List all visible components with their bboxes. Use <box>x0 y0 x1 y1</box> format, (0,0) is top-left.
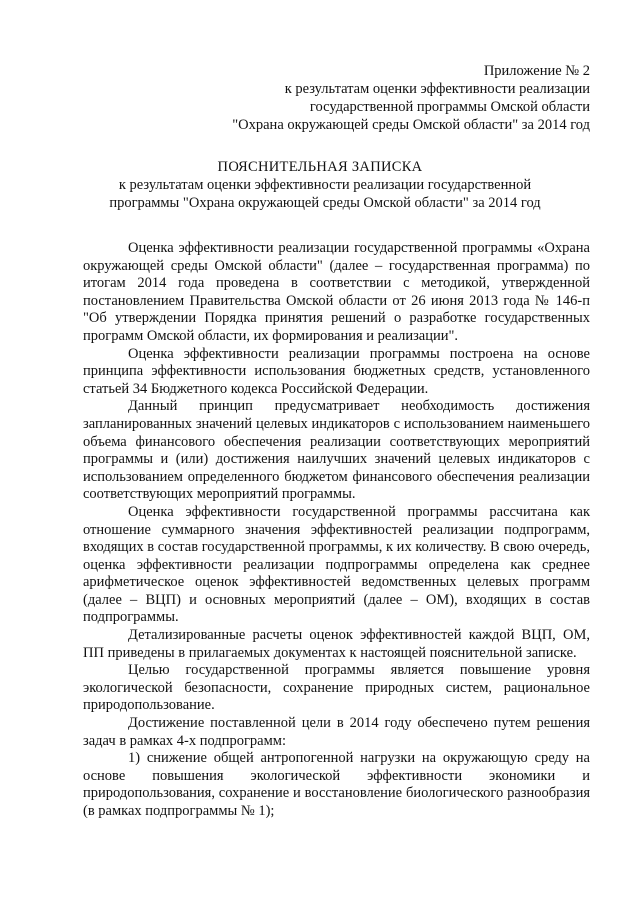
paragraph-7: Достижение поставленной цели в 2014 году обеспечено путем решения задач в рамках 4-х подпрограмм: <box>83 715 590 749</box>
appendix-header <box>232 62 590 134</box>
paragraph-2: Оценка эффективности реализации программы построена на основе принципа эффективности использования бюджетных средств, установленного статьей 34 Бюджетного кодекса Российской Федерации. <box>83 345 590 397</box>
appendix-ref-line-1: к результатам оценки эффективности реализации <box>284 81 590 97</box>
paragraph-6: Целью государственной программы является повышение уровня экологической безопасности, сохранение природных систем, рациональное природопользование. <box>83 662 590 714</box>
appendix-ref-line-3: "Охрана окружающей среды Омской области" за 2014 год <box>232 117 590 133</box>
paragraph-1: Оценка эффективности реализации государственной программы «Охрана окружающей среды Омской области" (далее – государственная программа) по итогам 2014 года проведена в соответствии с методикой, утвержденной постановлением Правительства Омской области от 26 июня 2013 года № 146-п "Об утверждении Порядка принятия решений о разработке государственных программ Омской области, их формирования и реализации". <box>83 240 590 344</box>
document-body <box>83 240 590 821</box>
appendix-ref-line-2: государственной программы Омской области <box>309 99 590 115</box>
document-title: ПОЯСНИТЕЛЬНАЯ ЗАПИСКА <box>217 159 423 175</box>
paragraph-3: Данный принцип предусматривает необходимость достижения запланированных значений целевых индикаторов с использованием наименьшего объема финансового обеспечения реализации соответствующих мероприятий программы и (или) достижения наилучших значений целевых индикаторов с использованием определенного бюджетом финансового обеспечения реализации соответствующих мероприятий программы. <box>83 398 590 503</box>
paragraph-5: Детализированные расчеты оценок эффективностей каждой ВЦП, ОМ, ПП приведены в прилагаемых документах к настоящей пояснительной записке. <box>83 627 590 661</box>
document-subtitle <box>60 176 590 212</box>
subtitle-line-1: к результатам оценки эффективности реализации государственной <box>118 177 532 193</box>
appendix-number: Приложение № 2 <box>483 63 590 79</box>
paragraph-4: Оценка эффективности государственной программы рассчитана как отношение суммарного значения эффективностей реализации подпрограмм, входящих в состав государственной программы, к их количеству. В свою очередь, оценка эффективности реализации подпрограммы определена как среднее арифметическое оценок эффективностей ведомственных целевых программ (далее – ВЦП) и основных мероприятий (далее – ОМ), входящих в состав подпрограммы. <box>83 503 590 626</box>
paragraph-8: 1) снижение общей антропогенной нагрузки на окружающую среду на основе повышения экологической эффективности экономики и природопользования, сохранение и восстановление биологического разнообразия (в рамках подпрограммы № 1); <box>83 750 590 819</box>
subtitle-line-2: программы "Охрана окружающей среды Омской области" за 2014 год <box>109 195 541 211</box>
